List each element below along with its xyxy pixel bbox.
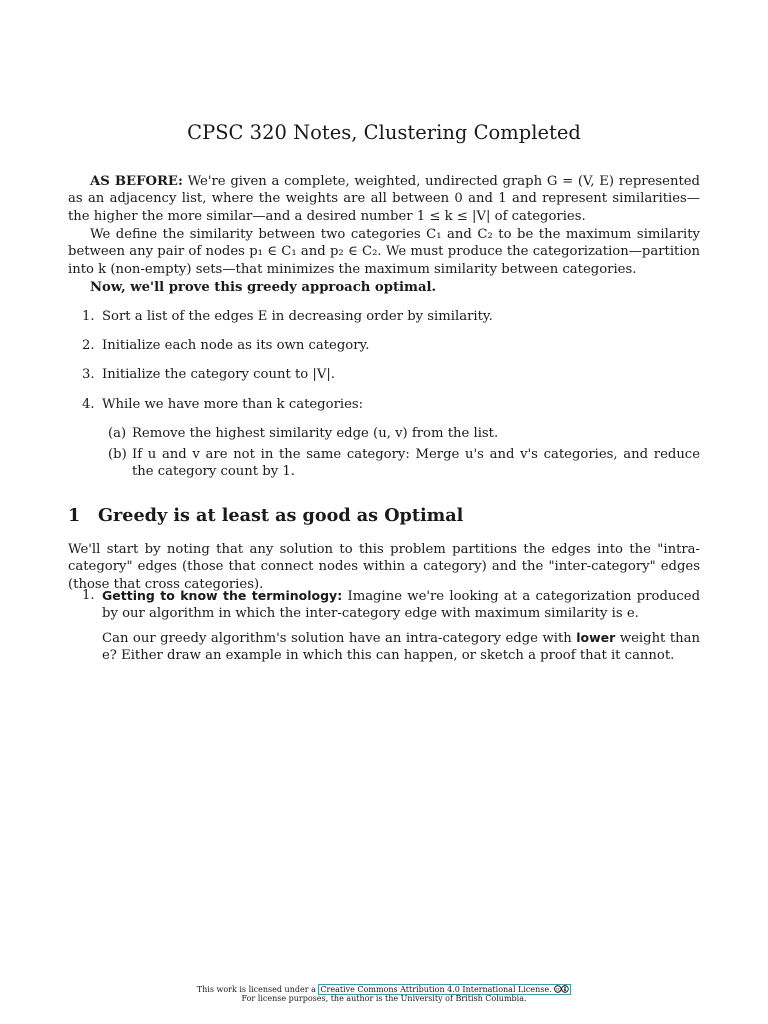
step-text: Initialize each node as its own category. xyxy=(102,338,370,353)
intro-paragraph-1-text: We're given a complete, weighted, undirected graph G = (V, E) represented as an adjacency list, where the weights are all between 0 and 1 and represent similarities—the higher the more similar—and a desired number 1 ≤ k ≤ |V| of categories. xyxy=(68,174,700,224)
section-intro-paragraph: We'll start by noting that any solution to this problem partitions the edges into the "intra-category" edges (those that connect nodes within a category) and the "inter-category" edges (those that cross categories). xyxy=(68,542,700,592)
substep-text: Remove the highest similarity edge (u, v) from the list. xyxy=(132,426,499,441)
step-text: Initialize the category count to |V|. xyxy=(102,367,335,382)
license-line-1 xyxy=(0,985,768,994)
license-footer xyxy=(0,985,768,1003)
step-text: While we have more than k categories: xyxy=(102,397,364,412)
terminology-question xyxy=(82,587,700,665)
algorithm-substep-b xyxy=(108,446,700,481)
intro-paragraph-3: Now, we'll prove this greedy approach optimal. xyxy=(90,280,437,295)
intro-paragraph-1 xyxy=(68,173,700,225)
license-link-text: Creative Commons Attribution 4.0 International License. xyxy=(320,985,552,994)
as-before-lead: AS BEFORE: xyxy=(90,174,183,189)
section-number: 1 xyxy=(68,505,81,526)
lower-emphasis: lower xyxy=(576,629,616,645)
step-text: Sort a list of the edges E in decreasing order by similarity. xyxy=(102,309,493,324)
step-number: 3. xyxy=(82,367,95,382)
substep-label: (a) xyxy=(108,426,127,441)
question-post: weight than e? Either draw an example in which this can happen, or sketch a proof that it cannot. xyxy=(102,630,700,664)
step-number: 4. xyxy=(82,397,95,412)
question-pre: Can our greedy algorithm's solution have an intra-category edge with xyxy=(102,630,572,646)
intro-paragraph-2: We define the similarity between two categories C₁ and C₂ to be the maximum similarity between any pair of nodes p₁ ∈ C₁ and p₂ ∈ C₂. We must produce the categorization—partition into k (non-empty) sets—that minimizes the maximum similarity between categories. xyxy=(68,227,700,277)
step-number: 2. xyxy=(82,338,95,353)
terminology-paragraph xyxy=(102,587,700,623)
substep-text: If u and v are not in the same category: Merge u's and v's categories, and reduce the category count by 1. xyxy=(132,447,700,480)
page-title: CPSC 320 Notes, Clustering Completed xyxy=(187,121,581,144)
terminology-text: Imagine we're looking at a categorization produced by our algorithm in which the inter-category edge with maximum similarity is e. xyxy=(102,589,701,622)
algorithm-substep-a xyxy=(108,425,700,442)
section-title: Greedy is at least as good as Optimal xyxy=(98,505,464,526)
question-number: 1. xyxy=(82,588,95,603)
section-heading xyxy=(68,504,463,528)
algorithm-step-1 xyxy=(82,308,700,325)
terminology-lead: Getting to know the terminology: xyxy=(102,588,343,603)
license-prefix: This work is licensed under a xyxy=(196,985,316,994)
cc-by-icon xyxy=(554,985,569,993)
svg-text:cc: cc xyxy=(555,986,561,992)
step-number: 1. xyxy=(82,309,95,324)
substep-label: (b) xyxy=(108,447,127,462)
algorithm-step-2 xyxy=(82,337,700,354)
algorithm-step-4 xyxy=(82,396,700,413)
algorithm-step-3 xyxy=(82,366,700,383)
terminology-question-text xyxy=(102,629,700,665)
license-line-2: For license purposes, the author is the University of British Columbia. xyxy=(241,994,527,1003)
